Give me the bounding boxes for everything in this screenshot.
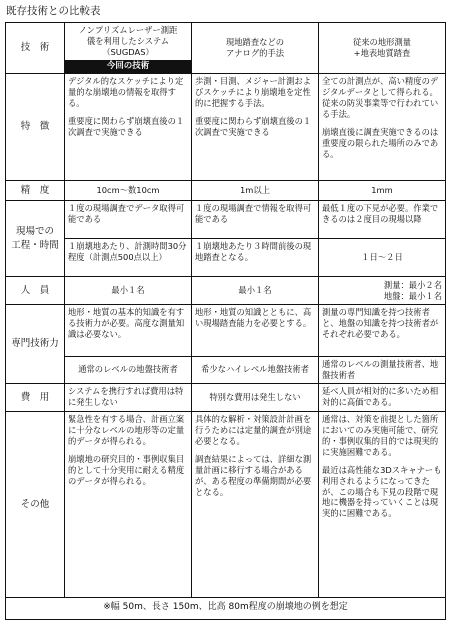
staff-label: 人 員: [6, 277, 65, 305]
header-col-sugdas-line2: 儀を利用したシステム: [86, 36, 170, 47]
header-col-analog-line2: アナログ的手法: [225, 48, 285, 58]
header-col-sugdas-line1: ノンプリズムレーザー測距: [78, 25, 178, 36]
header-col-sugdas: [65, 23, 192, 74]
footer-note: ※幅 50m、長さ 150m、比高 80m程度の崩壊地の例を想定: [6, 597, 446, 619]
features-label: 特 徴: [6, 74, 65, 181]
header-col-conventional-line2: +地表地質踏査: [353, 48, 411, 58]
features-conventional-p2: 崩壊直後に調査実施できるのは重要度の限られた場所のみである。: [322, 126, 439, 159]
table-title: 既存技術との比較表: [6, 5, 101, 17]
process-label-line1: 現場での: [15, 226, 54, 238]
features-analog-p2: 重要度に関わらず崩壊直後の１次調査で実施できる: [195, 115, 312, 137]
features-sugdas-p2: 重要度に関わらず崩壊直後の１次調査で実施できる: [68, 115, 185, 137]
other-row: [6, 411, 446, 597]
current-technology-badge: 今回の技術: [65, 60, 191, 73]
process-sugdas-b: １崩壊地あたり、計測時間30分程度（計測点500点以上）: [65, 239, 192, 277]
staff-row: [6, 277, 446, 305]
expertise-analog-b: 希少なハイレベル地盤技術者: [192, 357, 319, 384]
features-analog: [192, 74, 319, 181]
cost-row: [6, 383, 446, 411]
features-conventional-p1: 全ての計測点が、高い精度のデジタルデータとして得られる。従来の防災事業等で行われている手法。: [322, 76, 439, 119]
expertise-label: 専門技術力: [6, 305, 65, 384]
other-sugdas: [65, 411, 192, 597]
staff-conventional-line1: 測量：最小２名: [383, 279, 442, 290]
staff-conventional: [319, 277, 446, 305]
accuracy-conventional: 1mm: [319, 181, 446, 201]
features-sugdas: [65, 74, 192, 181]
cost-label: 費 用: [6, 383, 65, 411]
process-sugdas-a: １度の現場調査でデータ取得可能である: [65, 201, 192, 239]
staff-analog: 最小１名: [192, 277, 319, 305]
header-col-analog: [192, 23, 319, 74]
features-analog-p1: 歩測・目測、メジャー計測およびスケッチにより崩壊地を定性的に把握する手法。: [195, 76, 311, 108]
header-col-sugdas-line3: （SUGDAS）: [102, 46, 154, 57]
expertise-sugdas-a: 地形・地質の基本的知識を有する技術力が必要。高度な測量知識は必要ない。: [65, 305, 192, 357]
process-row-a: [6, 201, 446, 239]
staff-conventional-line2: 地盤：最小１名: [383, 290, 442, 301]
other-analog-p1: 具体的な解析・対策設計計画を行うためには定量的調査が別途必要となる。: [195, 413, 312, 446]
process-label: [6, 201, 65, 277]
expertise-conventional-b: 通常のレベルの測量技術者、地盤技術者: [319, 357, 446, 384]
process-conventional-b: １日～２日: [319, 239, 446, 277]
process-label-line2: 工程・時間: [11, 239, 59, 251]
process-analog-a: １度の現場調査で情報を取得可能である: [192, 201, 319, 239]
accuracy-row: [6, 181, 446, 201]
cost-conventional: 延べ人員が相対的に多いため相対的に高価である。: [319, 383, 446, 411]
staff-sugdas: 最小１名: [65, 277, 192, 305]
expertise-conventional-a: 測量の専門知識を持つ技術者と、地盤の知識を持つ技術者がそれぞれ必要である。: [319, 305, 446, 357]
header-col-analog-line1: 現地踏査などの: [225, 37, 285, 48]
other-sugdas-p1: 緊急性を有する場合、計画立案に十分なレベルの地形等の定量的データが得られる。: [68, 413, 185, 446]
accuracy-label: 精 度: [6, 181, 65, 201]
other-conventional: [319, 411, 446, 597]
process-row-b: [6, 239, 446, 277]
other-conventional-p1: 通常は、対策を前提とした箇所においてのみ実施可能で、研究的・事例収集的目的では現実的に実施困難である。: [322, 413, 439, 457]
features-conventional: [319, 74, 446, 181]
features-row: [6, 74, 446, 181]
other-label: その他: [6, 411, 65, 597]
process-analog-b: １崩壊地あたり３時間前後の現地踏査となる。: [192, 239, 319, 277]
expertise-row-a: [6, 305, 446, 357]
process-conventional-a: 最低１度の下見が必要。作業できるのは２度目の現場以降: [319, 201, 446, 239]
accuracy-sugdas: 10cm～数10cm: [65, 181, 192, 201]
cost-analog: 特別な費用は発生しない: [192, 383, 319, 411]
header-col-conventional: [319, 23, 446, 74]
other-sugdas-p2: 崩壊地の研究目的・事例収集目的として十分実用に耐える精度のデータが得られる。: [68, 453, 185, 486]
cost-sugdas: システムを携行すれば費用は特に発生しない: [65, 383, 192, 411]
accuracy-analog: 1m以上: [192, 181, 319, 201]
header-row-label: 技 術: [6, 23, 65, 74]
features-sugdas-p1: デジタル的なスケッチにより定量的な崩壊地の情報を取得する。: [68, 76, 184, 108]
other-analog-p2: 調査結果によっては、詳細な測量計画に移行する場合があるが、ある程度の準備期間が必要となる。: [195, 453, 312, 497]
header-row: [6, 23, 446, 74]
other-analog: [192, 411, 319, 597]
expertise-row-b: [6, 357, 446, 384]
expertise-analog-a: 地形・地質の知識とともに、高い現場踏査能力を必要とする。: [192, 305, 319, 357]
other-conventional-p2: 最近は高性能な3Dスキャナーも利用されるようになってきたが、この場合も下見の段階で現地に機器を持っていくことは現実的に困難である。: [322, 464, 442, 519]
comparison-table: [5, 22, 446, 620]
expertise-sugdas-b: 通常のレベルの地盤技術者: [65, 357, 192, 384]
header-col-conventional-line1: 従来の地形測量: [352, 37, 412, 48]
footer-row: [6, 597, 446, 619]
